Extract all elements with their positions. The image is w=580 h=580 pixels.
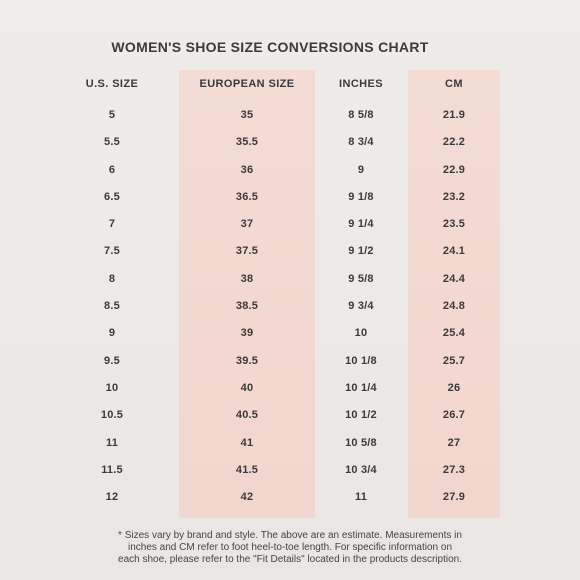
header-european-size: EUROPEAN SIZE — [199, 78, 295, 90]
us-size-cell: 5 — [108, 109, 116, 121]
cm-cell: 24.1 — [442, 245, 466, 258]
european-size-cell: 38.5 — [235, 300, 259, 313]
cm-cell: 22.9 — [442, 163, 466, 176]
table-row — [0, 437, 580, 464]
footnote-line-3: each shoe, please refer to the "Fit Details" located in the products description. — [118, 554, 462, 565]
table-row — [0, 218, 580, 245]
us-size-cell: 8 — [108, 272, 116, 285]
european-size-cell: 35 — [240, 109, 254, 121]
inches-cell: 9 — [357, 163, 365, 176]
european-size-cell: 41 — [240, 436, 254, 449]
footnote — [40, 530, 540, 566]
header-inches: INCHES — [339, 78, 383, 90]
us-size-cell: 7.5 — [104, 245, 120, 258]
cm-cell: 27.9 — [442, 491, 466, 504]
european-size-cell: 35.5 — [235, 136, 259, 149]
header-us-size: U.S. SIZE — [85, 78, 139, 90]
inches-cell: 8 5/8 — [348, 109, 374, 121]
us-size-cell: 11.5 — [101, 463, 123, 476]
inches-cell: 10 — [354, 327, 368, 340]
cm-cell: 26.7 — [442, 409, 466, 422]
european-size-cell: 40 — [240, 381, 254, 394]
cm-cell: 26 — [447, 381, 461, 394]
table-row — [0, 109, 580, 136]
us-size-cell: 8.5 — [104, 300, 120, 313]
cm-cell: 22.2 — [442, 136, 466, 149]
table-row — [0, 409, 580, 436]
chart-title: WOMEN'S SHOE SIZE CONVERSIONS CHART — [111, 39, 429, 55]
inches-cell: 9 1/8 — [348, 190, 374, 203]
inches-cell: 10 1/4 — [345, 381, 377, 394]
table-row — [0, 164, 580, 191]
cm-cell: 27.3 — [442, 463, 466, 476]
table-row — [0, 136, 580, 163]
cm-cell: 23.2 — [442, 190, 466, 203]
us-size-cell: 6 — [108, 163, 116, 176]
table-row — [0, 491, 580, 518]
us-size-cell: 7 — [108, 218, 116, 231]
inches-cell: 11 — [354, 491, 368, 504]
inches-cell: 9 1/4 — [348, 218, 374, 231]
european-size-cell: 36 — [240, 163, 254, 176]
header-cm: CM — [445, 78, 463, 90]
us-size-cell: 9.5 — [104, 354, 120, 367]
table-row — [0, 273, 580, 300]
european-size-cell: 37.5 — [235, 245, 259, 258]
us-size-cell: 6.5 — [104, 190, 120, 203]
table-row — [0, 191, 580, 218]
size-table-body — [0, 109, 580, 518]
european-size-cell: 37 — [240, 218, 254, 231]
us-size-cell: 10.5 — [100, 409, 124, 422]
inches-cell: 10 1/8 — [345, 354, 377, 367]
cm-cell: 27 — [447, 436, 461, 449]
european-size-cell: 41.5 — [235, 463, 259, 476]
column-headers — [0, 78, 580, 96]
us-size-cell: 12 — [105, 491, 119, 504]
footnote-line-1: * Sizes vary by brand and style. The above are an estimate. Measurements in — [118, 530, 462, 541]
inches-cell: 8 3/4 — [348, 136, 374, 149]
cm-cell: 23.5 — [442, 218, 466, 231]
table-row — [0, 300, 580, 327]
cm-cell: 25.7 — [442, 354, 466, 367]
inches-cell: 9 5/8 — [348, 272, 374, 285]
cm-cell: 24.4 — [442, 272, 466, 285]
cm-cell: 24.8 — [442, 300, 466, 313]
us-size-cell: 5.5 — [104, 136, 120, 149]
cm-cell: 21.9 — [442, 109, 466, 121]
european-size-cell: 39.5 — [235, 354, 259, 367]
table-row — [0, 355, 580, 382]
us-size-cell: 11 — [105, 436, 119, 449]
us-size-cell: 9 — [108, 327, 116, 340]
inches-cell: 10 5/8 — [345, 436, 377, 449]
inches-cell: 9 1/2 — [348, 245, 374, 258]
inches-cell: 10 1/2 — [345, 409, 377, 422]
cm-cell: 25.4 — [442, 327, 466, 340]
table-row — [0, 382, 580, 409]
us-size-cell: 10 — [105, 381, 119, 394]
table-row — [0, 464, 580, 491]
footnote-line-2: inches and CM refer to foot heel-to-toe length. For specific information on — [127, 542, 453, 553]
european-size-cell: 36.5 — [235, 190, 259, 203]
table-row — [0, 245, 580, 272]
inches-cell: 10 3/4 — [345, 463, 377, 476]
european-size-cell: 39 — [240, 327, 254, 340]
table-row — [0, 327, 580, 354]
inches-cell: 9 3/4 — [348, 300, 374, 313]
european-size-cell: 42 — [240, 491, 254, 504]
european-size-cell: 40.5 — [235, 409, 259, 422]
european-size-cell: 38 — [240, 272, 254, 285]
